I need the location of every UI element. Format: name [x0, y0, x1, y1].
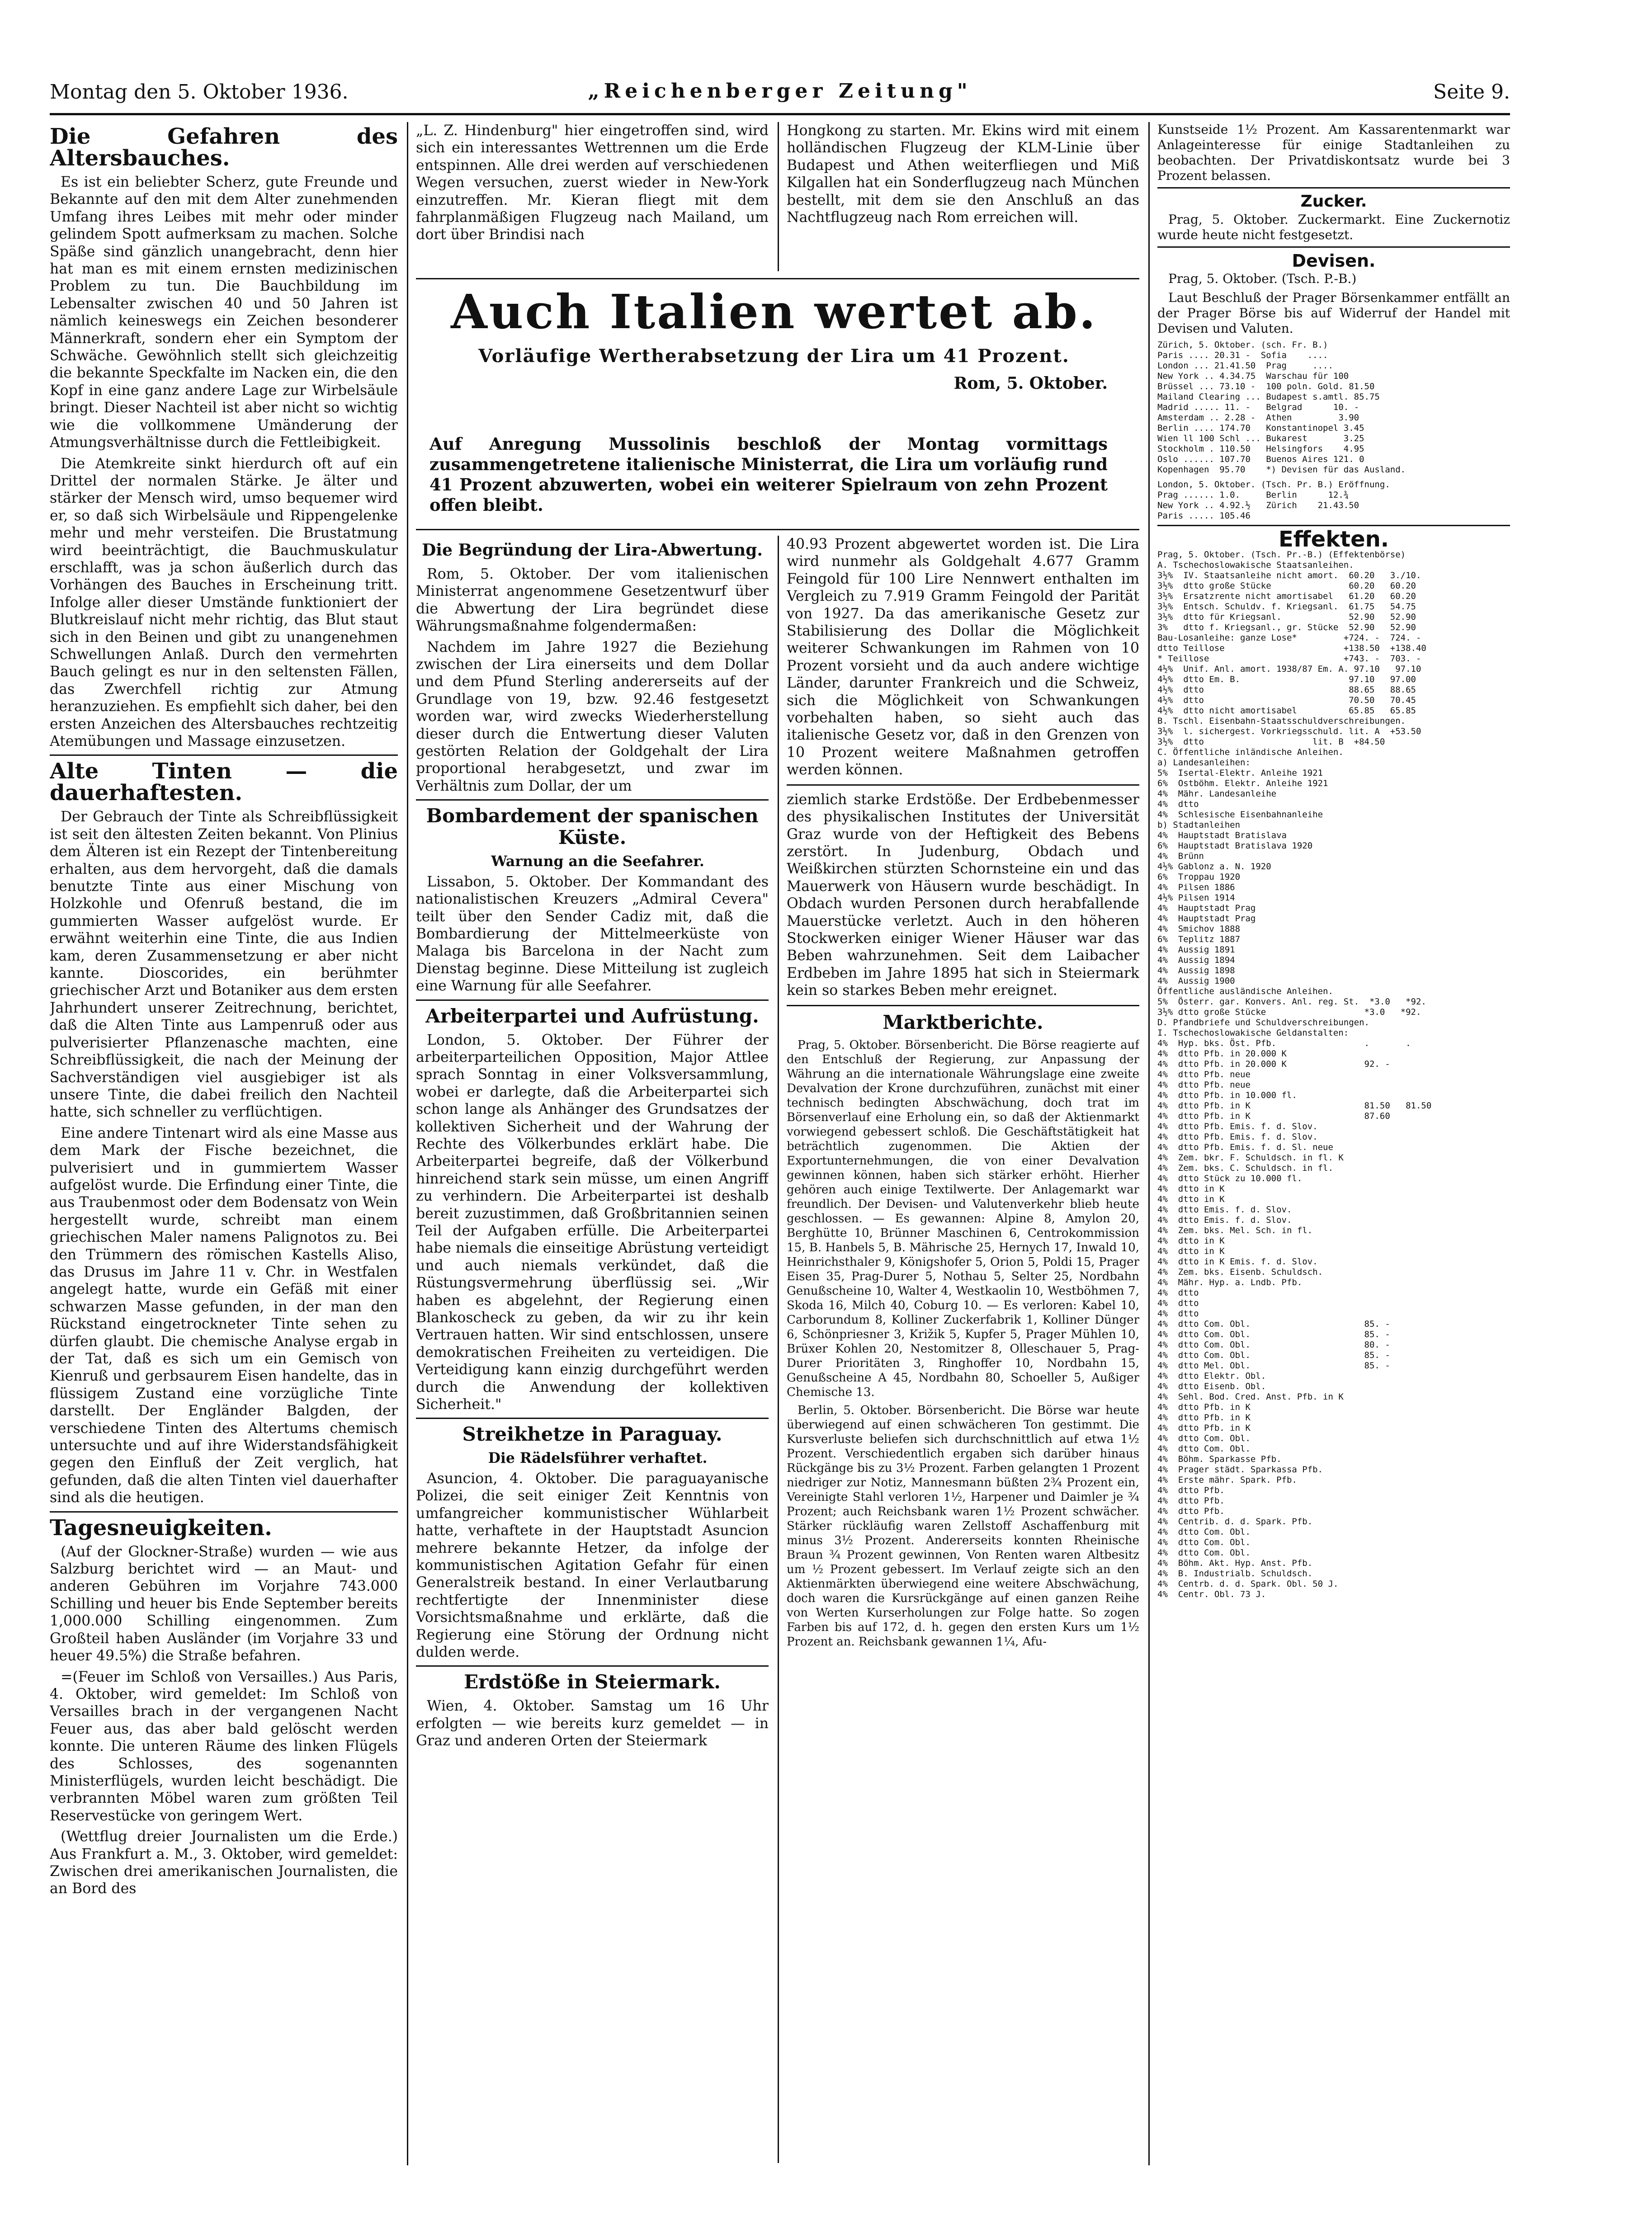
column-2-top	[416, 122, 769, 271]
paragraph: Der Gebrauch der Tinte als Schreibflüssigkeit ist seit den ältesten Zeiten bekannt. Von Plinius dem Älteren ist ein Rezept der Tintenbereitung erhalten, aus dem hervorgeht, daß die damals benutzte Tinte aus einer Mischung von Holzkohle und Ofenruß bestand, die im gummierten Wasser aufgelöst wurde. Er erwähnt weiterhin eine Tinte, die aus Indien kam, deren Zusammensetzung er aber nicht kannte. Dioscorides, ein berühmter griechischer Arzt und Botaniker aus dem ersten Jahrhundert unserer Zeitrechnung, berichtet, daß die Alten Tinte aus Lampenruß oder aus pulverisierter Pflanzenasche machten, eine Schreibflüssigkeit, die nach der Meinung der Sachverständigen viel ausgiebiger ist als unsere Tinte, die dabei freilich den Nachteil hatte, sich schneller zu verflüchtigen.	[50, 809, 398, 1121]
newspaper-name: „Reichenberger Zeitung"	[588, 80, 972, 103]
divider	[1157, 187, 1510, 189]
section-title-zucker: Zucker.	[1300, 192, 1367, 211]
paragraph: Hongkong zu starten. Mr. Ekins wird mit einem holländischen Flugzeug der KLM-Linie über Budapest und Athen weiterfliegen und Miß Kilgallen hat ein Sonderflugzeug nach München bestellt, mit dem sie den Anschluß an das Nachtflugzeug nach Rom erreichen will.	[787, 123, 1139, 226]
article-title-paraguay: Streikhetze in Paraguay.	[462, 1423, 722, 1446]
newspaper-page	[50, 77, 1510, 2165]
paragraph: Asuncion, 4. Oktober. Die paraguayanische Polizei, die seit einiger Zeit Kenntnis von umfangreicher kommunistischer Wühlarbeit hatte, verhaftete in der Hauptstadt Asuncion mehrere bekannte Hetzer, da infolge der kommunistischen Agitation Gefahr für einen Generalstreik bestand. In einer Verlautbarung rechtfertigte der Innenminister diese Vorsichtsmaßnahme und erklärte, daß die Regierung eine Störung der Ordnung nicht dulden werde.	[416, 1470, 769, 1660]
paragraph: Prag, 5. Oktober. Zuckermarkt. Eine Zuckernotiz wurde heute nicht festgesetzt.	[1157, 212, 1510, 242]
divider	[787, 784, 1139, 786]
column-3	[787, 536, 1139, 2163]
paragraph: Laut Beschluß der Prager Börsenkammer entfällt an der Prager Börse bis auf Widerruf der Handel mit Devisen und Valuten.	[1157, 290, 1510, 336]
column-2	[416, 536, 769, 2163]
article-subtitle: Die Rädelsführer verhaftet.	[488, 1450, 708, 1467]
article-subtitle: Warnung an die Seefahrer.	[491, 853, 704, 870]
main-headline-block	[430, 285, 1108, 393]
zurich-rates-table: Zürich, 5. Oktober. (sch. Fr. B.) Paris .... 20.31 - Sofia .... London ... 21.41.50 Prag .... New York .. 4.34.75 Warschau für 100 Brüssel ... 73.10 - 100 poln. Gold. 81.50 Mailand Clearing ... Budapest s.amtl. 85.75 Madrid ..... 11. - Belgrad 10. - Amsterdam .. 2.28 - Athen 3.90 Berlin .... 174.70 Konstantinopel 3.45 Wien ll 100 Schl ... Bukarest 3.25 Stockholm . 110.50 Helsingfors 4.95 Oslo ...... 107.70 Buenos Aires 121. 0 Kopenhagen 95.70 *) Devisen für das Ausland.	[1157, 340, 1406, 475]
divider	[416, 799, 769, 801]
lead-rule	[416, 529, 1139, 530]
paragraph: ziemlich starke Erdstöße. Der Erdbebenmesser des physikalischen Institutes der Universität Graz wurde von der Heftigkeit des Bebens zerstört. In Judenburg, Obdach und Weißkirchen stürzten Schornsteine ein und das Mauerwerk von Häusern wurde beschädigt. In Obdach wurden Personen durch herabfallende Mauerstücke verletzt. Auch in den höheren Stockwerken einiger Wiener Häuser war das Beben wahrzunehmen. Seit dem Laibacher Erdbeben im Jahre 1895 hat sich in Steiermark kein so starkes Beben mehr ereignet.	[787, 791, 1139, 999]
column-3-top	[787, 122, 1139, 271]
paragraph: Kunstseide 1½ Prozent. Am Kassarentenmarkt war Anlageinteresse für einige Stadtanleihen zu beobachten. Der Privatdiskontsatz wurde bei 3 Prozent belassen.	[1157, 122, 1510, 183]
article-title-lira: Die Begründung der Lira-Abwertung.	[422, 541, 763, 560]
paragraph: „L. Z. Hindenburg" hier eingetroffen sind, wird sich ein interessantes Wettrennen um die Erde entspinnen. Alle drei werden auf verschiedenen Wegen versuchen, zuerst wieder in New-York einzutreffen. Mr. Kieran fliegt mit dem fahrplanmäßigen Flugzeug nach Mailand, um dort über Brindisi nach	[416, 123, 769, 243]
paragraph: London, 5. Oktober. Der Führer der arbeiterparteilichen Opposition, Major Attlee sprach Sonntag in einer Volksversammlung, wobei er darlegte, daß die Arbeiterpartei sich schon lange als Anhänger des Grundsatzes der kollektiven Sicherheit und der Wahrung der Rechte des Völkerbundes erklärt habe. Die Arbeiterpartei begreife, daß der Völkerbund hinreichend stark sein müsse, um einen Angriff zu verhindern. Die Arbeiterpartei ist deshalb bereit zuzustimmen, daß Großbritannien seinen Teil der Aufgaben erfülle. Die Arbeiterpartei habe niemals die einseitige Abrüstung verteidigt und auch niemals verkündet, daß die Rüstungsvermehrung überflüssig sei. „Wir haben es abgelehnt, der Regierung einen Blankoscheck zu geben, da wir zu ihr kein Vertrauen hatten. Wir sind entschlossen, unsere demokratischen Freiheiten zu verteidigen. Die Verteidigung kann einzig durchgeführt werden durch die Anwendung der kollektiven Sicherheit."	[416, 1032, 769, 1413]
article-title-marktberichte: Marktberichte.	[883, 1011, 1043, 1033]
main-dateline: Rom, 5. Oktober.	[953, 374, 1108, 393]
column-rule	[778, 536, 779, 2163]
lead-paragraph: Auf Anregung Mussolinis beschloß der Montag vormittags zusammengetretene italienische Ministerrat, die Lira um vorläufig rund 41 Prozent abzuwerten, wobei ein weiterer Spielraum von zehn Prozent offen bleibt.	[430, 434, 1108, 515]
paragraph: Es ist ein beliebter Scherz, gute Freunde und Bekannte auf den mit dem Alter zunehmenden Umfang ihres Leibes mit mehr oder minder gelindem Spott aufmerksam zu machen. Solche Späße sind gänzlich unangebracht, denn hier hat man es mit einem ernsten medizinischen Problem zu tun. Die Bauchbildung im Lebensalter zwischen 40 und 50 Jahren ist nämlich keineswegs ein Zeichen besonderer Männerkraft, sondern eher ein Symptom der Schwäche. Gewöhnlich stellt sich gleichzeitig die bekannte Speckfalte im Nacken ein, die den Kopf in eine ganz andere Lage zur Wirbelsäule bringt. Dieser Nachteil ist aber nicht so wichtig wie die vollkommene Umänderung der Atmungsverhältnisse durch die Fettleibigkeit.	[50, 174, 398, 451]
page-header	[50, 77, 1510, 108]
divider	[1157, 246, 1510, 248]
effekten-table: Prag, 5. Oktober. (Tsch. Pr.-B.) (Effektenbörse) A. Tschechoslowakische Staatsanleihen. 3½% IV. Staatsanleihe nicht amort. 60.20 3./10. 3½% dtto große Stücke 60.20 60.20 3½% Ersatzrente nicht amortisabel 61.20 60.20 3½% Entsch. Schuldv. f. Kriegsanl. 61.75 54.75 3½% dtto für Kriegsanl. 52.90 52.90 3% dtto f. Kriegsanl., gr. Stücke 52.90 52.90 Bau-Losanleihe: ganze Lose* +724. - 724. - dtto Teillose +138.50 +138.40 * Teillose +743. - 703. - 4½% Unif. Anl. amort. 1938/87 Em. A. 97.10 97.10 4½% dtto Em. B. 97.10 97.00 4½% dtto 88.65 88.65 4½% dtto 70.50 70.45 4½% dtto nicht amortisabel 65.85 65.85 B. Tschl. Eisenbahn-Staatsschuldverschreibungen. 3½% l. sichergest. Vorkriegsschuld. lit. A +53.50 3½% dtto lit. B +84.50 C. Öffentliche inländische Anleihen. a) Landesanleihen: 5% Isertal-Elektr. Anleihe 1921 6% Ostböhm. Elektr. Anleihe 1921 4% Mähr. Landesanleihe 4% dtto 4% Schlesische Eisenbahnanleihe b) Stadtanleihen 4% Hauptstadt Bratislava 6% Hauptstadt Bratislava 1920 4% Brünn 4½% Gablonz a. N. 1920 6% Troppau 1920 4% Pilsen 1886 4½% Pilsen 1914 4% Hauptstadt Prag 4% Hauptstadt Prag 4% Smichov 1888 6% Teplitz 1887 4% Aussig 1891 4% Aussig 1894 4% Aussig 1898 4% Aussig 1900 Öffentliche ausländische Anleihen. 5% Österr. gar. Konvers. Anl. reg. St. *3.0 *92. 3½% dtto große Stücke *3.0 *92. D. Pfandbriefe und Schuldverschreibungen. I. Tschechoslowakische Geldanstalten: 4% Hyp. bks. Öst. Pfb. . . 4% dtto Pfb. in 20.000 K 4% dtto Pfb. in 20.000 K 92. - 4% dtto Pfb. neue 4% dtto Pfb. neue 4% dtto Pfb. in 10.000 fl. 4% dtto Pfb. in K 81.50 81.50 4% dtto Pfb. in K 87.60 4% dtto Pfb. Emis. f. d. Slov. 4% dtto Pfb. Emis. f. d. Slov. 4% dtto Pfb. Emis. f. d. Sl. neue 4% Zem. bkr. F. Schuldsch. in fl. K 4% Zem. bks. C. Schuldsch. in fl. 4% dtto Stück zu 10.000 fl. 4% dtto in K 4% dtto in K 4% dtto Emis. f. d. Slov. 4% dtto Emis. f. d. Slov. 4% Zem. bks. Mel. Sch. in fl. 4% dtto in K 4% dtto in K 4% dtto in K Emis. f. d. Slov. 4% Zem. bks. Eisenb. Schuldsch. 4% Mähr. Hyp. a. Lndb. Pfb. 4% dtto 4% dtto 4% dtto 4% dtto Com. Obl. 85. - 4% dtto Com. Obl. 85. - 4% dtto Com. Obl. 80. - 4% dtto Com. Obl. 85. - 4% dtto Mel. Obl. 85. - 4% dtto Elektr. Obl. 4% dtto Eisenb. Obl. 4% Sehl. Bod. Cred. Anst. Pfb. in K 4% dtto Pfb. in K 4% dtto Pfb. in K 4% dtto Pfb. in K 4% dtto Com. Obl. 4% dtto Com. Obl. 4% Böhm. Sparkasse Pfb. 4% Prager städt. Sparkassa Pfb. 4% Erste mähr. Spark. Pfb. 4% dtto Pfb. 4% dtto Pfb. 4% dtto Pfb. 4% Centrib. d. d. Spark. Pfb. 4% dtto Com. Obl. 4% dtto Com. Obl. 4% dtto Com. Obl. 4% Böhm. Akt. Hyp. Anst. Pfb. 4% B. Industrialb. Schuldsch. 4% Centrb. d. d. Spark. Obl. 50 J. 4% Centr. Obl. 73 J.	[1157, 550, 1432, 1599]
divider	[416, 1665, 769, 1667]
paragraph: Rom, 5. Oktober. Der vom italienischen Ministerrat angenommene Gesetzentwurf über die Abwertung der Lira begründet diese Währungsmaßnahme folgendermaßen:	[416, 566, 769, 635]
paragraph: Eine andere Tintenart wird als eine Masse aus dem Mark der Fische bezeichnet, die pulverisiert und in gummiertem Wasser aufgelöst wurde. Die Erfindung einer Tinte, die aus Traubenmost oder dem Bodensatz von Wein hergestellt wurde, schreibt man einem griechischen Maler namens Palignotos zu. Bei den Trümmern des römischen Kastells Aliso, das Drusus im Jahre 11 v. Chr. in Westfalen angelegt hatte, wurde ein Gefäß mit einer schwarzen Masse gefunden, in der man den Rückstand eingetrockneter Tinte sehen zu dürfen glaubt. Die chemische Analyse ergab in der Tat, daß es sich um ein Gemisch von Kienruß und gerbsaurem Eisen handelte, das in flüssigem Zustand eine vorzügliche Tinte darstellt. Der Engländer Balgden, der verschiedene Tinten des Altertums chemisch untersuchte und auf ihre Widerstandsfähigkeit gegen den Einfluß der Zeit verglich, hat gefunden, daß die alten Tinten viel dauerhafter sind als die heutigen.	[50, 1125, 398, 1506]
divider	[787, 1005, 1139, 1006]
paragraph: (Wettflug dreier Journalisten um die Erde.) Aus Frankfurt a. M., 3. Oktober, wird gemeldet: Zwischen drei amerikanischen Journalisten, die an Bord des	[50, 1829, 398, 1897]
article-title-altersbauch: Die Gefahren des Altersbauches.	[50, 124, 398, 171]
banner-rule	[416, 278, 1139, 279]
london-rates-table: London, 5. Oktober. (Tsch. Pr. B.) Eröffnung. Prag ...... 1.0. Berlin 12.¾ New York .. 4.92.½ Zürich 21.43.50 Paris ..... 105.46	[1157, 480, 1390, 521]
column-rule	[1148, 122, 1150, 2165]
paragraph: 40.93 Prozent abgewertet worden ist. Die Lira wird nunmehr als Goldgehalt 4.677 Gramm Feingold für 100 Lire Nennwert enthalten im Vergleich zu 7.919 Gramm Feingold der Parität von 1927. Da das amerikanische Gesetz zur Stabilisierung des Dollar die Möglichkeit weiterer Schwankungen im Rahmen von 10 Prozent vorsieht und da auch andere wichtige Länder, darunter Frankreich und die Schweiz, sich die Möglichkeit von Schwankungen vorbehalten haben, so sieht auch das italienische Gesetz vor, daß in den Grenzen von 10 Prozent weitere Maßnahmen getroffen werden können.	[787, 536, 1139, 778]
article-title-tinten: Alte Tinten — die dauerhaftesten.	[50, 759, 398, 806]
divider	[50, 1511, 398, 1513]
column-rule	[407, 122, 408, 2165]
paragraph: Nachdem im Jahre 1927 die Beziehung zwischen der Lira einerseits und dem Dollar und dem Pfund Sterling andererseits auf der Grundlage von 19, bzw. 92.46 festgesetzt worden war, wird zwecks Wiederherstellung dieser durch die Entwertung dieser Valuten gestörten Relation der Goldgehalt der Lira proportional herabgesetzt, und zwar im Verhältnis zum Dollar, der um	[416, 639, 769, 794]
article-title-tagesneuigkeiten: Tagesneuigkeiten.	[50, 1515, 272, 1541]
paragraph: Prag, 5. Oktober. Börsenbericht. Die Börse reagierte auf den Entschluß der Regierung, zur Anpassung der Währung an die internationale Währungslage eine zweite Devalvation der Krone durchzuführen, zunächst mit einer technisch bedingten Abschwächung, doch trat im Börsenverlauf eine Erholung ein, so daß der Aktienmarkt vorwiegend gebessert schloß. Die Geschäftstätigkeit hat beträchtlich zugenommen. Die Aktien der Exportunternehmungen, die von einer Devalvation gewinnen können, haben sich stärker erhöht. Hierher gehören auch einige Textilwerte. Der Anlagemarkt war freundlich. Der Devisen- und Valutenverkehr blieb heute geschlossen. — Es gewannen: Alpine 8, Amylon 20, Berghütte 10, Brünner Maschinen 6, Centrokommission 15, B. Hanbels 5, B. Mährische 25, Hernych 17, Inwald 10, Heinrichsthaler 9, Königshofer 5, Orion 5, Poldi 15, Prager Eisen 35, Prag-Durer 5, Nothau 5, Selter 25, Nordbahn Genußscheine 10, Walter 4, Westkaolin 10, Westböhmen 7, Skoda 16, Milch 40, Coburg 10. — Es verloren: Kabel 10, Carborundum 8, Kolliner Zuckerfabrik 1, Kolliner Dünger 6, Schönpriesner 3, Križik 5, Kupfer 5, Prager Mühlen 10, Brüxer Kohlen 20, Nestomitzer 8, Olleschauer 5, Prag-Durer Prioritäten 3, Ringhoffer 10, Nordbahn 15, Genußscheine A 45, Nordbahn 80, Schoeller 5, Außiger Chemische 13.	[787, 1038, 1139, 1399]
paragraph: Die Atemkreite sinkt hierdurch oft auf ein Drittel der normalen Stärke. Je älter und stärker der Mensch wird, umso bequemer wird er, so daß sich Wirbelsäule und Rippengelenke mehr und mehr versteifen. Die Brustatmung wird beeinträchtigt, die Bauchmuskulatur erschlafft, was ja schon äußerlich durch das Vorhängen des Bauches in Erscheinung tritt. Infolge aller dieser Umstände funktioniert der Blutkreislauf nicht mehr richtig, das Blut staut sich in den Beinen und gibt zu unangenehmen Schwellungen Anlaß. Durch den vermehrten Bauch gelingt es nur in den seltensten Fällen, das Zwerchfell richtig zur Atmung heranzuziehen. Es empfiehlt sich daher, bei den ersten Anzeichen des Altersbauches rechtzeitig Atemübungen und Massage einzusetzen.	[50, 455, 398, 749]
section-title-effekten: Effekten.	[1278, 527, 1389, 552]
column-1	[50, 122, 398, 2165]
page-number: Seite 9.	[1433, 80, 1510, 104]
paragraph: Berlin, 5. Oktober. Börsenbericht. Die Börse war heute überwiegend auf einen schwächeren Ton gestimmt. Die Kursverluste beliefen sich durchschnittlich auf etwa 1½ Prozent. Verschiedentlich ergaben sich darüber hinaus Rückgänge bis zu 3½ Prozent. Farben gelangten 1 Prozent niedriger zur Notiz, Mannesmann büßten 2¾ Prozent ein, Vereinigte Stahl verloren 1½, Harpener und Daimler je ¾ Prozent; auch Reichsbank waren 1½ Prozent schwächer. Stärker rückläufig waren Zellstoff Aschaffenburg mit minus 3½ Prozent. Andererseits konnten Rheinische Braun ¾ Prozent gewinnen, Von Renten waren Altbesitz um ½ Prozent gebessert. Im Verlauf zeigte sich an den Aktienmärkten überwiegend eine weitere Abschwächung, doch waren die Kursrückgänge auf einen ganzen Reihe von Werten Kurserholungen zur Folge hatte. So zogen Farben bis auf 172, d. h. gegen den ersten Kurs um 1½ Prozent an. Reichsbank gewannen 1¼, Afu-	[787, 1403, 1139, 1649]
header-rule	[50, 113, 1510, 115]
paragraph: =(Feuer im Schloß von Versailles.) Aus Paris, 4. Oktober, wird gemeldet: Im Schloß von Versailles brach in der vergangenen Nacht Feuer aus, das aber bald gelöscht werden konnte. Die unteren Räume des linken Flügels des Schlosses, des sogenannten Ministerflügels, wurden leicht beschädigt. Die verbrannten Möbel waren zum größten Teil Reservestücke von geringem Wert.	[50, 1669, 398, 1824]
article-title-bombardement: Bombardement der spanischen Küste.	[426, 805, 759, 849]
divider	[1157, 525, 1510, 526]
divider	[416, 999, 769, 1001]
main-subheadline: Vorläufige Wertherabsetzung der Lira um 41 Prozent.	[478, 345, 1070, 367]
column-rule	[778, 122, 779, 271]
divider	[416, 1418, 769, 1419]
paragraph: (Auf der Glockner-Straße) wurden — wie aus Salzburg berichtet wird — an Maut- und anderen Gebühren im Vorjahre 743.000 Schilling und heuer bis Ende September bereits 1,000.000 Schilling eingenommen. Zum Großteil haben Ausländer (im Vorjahre 33 und heuer 49.5%) die Straße befahren.	[50, 1543, 398, 1664]
article-title-arbeiterpartei: Arbeiterpartei und Aufrüstung.	[425, 1004, 759, 1027]
column-4	[1157, 122, 1510, 2165]
paragraph: Wien, 4. Oktober. Samstag um 16 Uhr erfolgten — wie bereits kurz gemeldet — in Graz und anderen Orten der Steiermark	[416, 1698, 769, 1749]
divider	[50, 754, 398, 756]
paragraph: Lissabon, 5. Oktober. Der Kommandant des nationalistischen Kreuzers „Admiral Cevera" teilt über den Sender Cadiz mit, daß die Bombardierung der Mittelmeerküste von Malaga bis Barcelona in der Nacht zum Dienstag beginne. Diese Mitteilung ist zugleich eine Warnung für alle Seefahrer.	[416, 873, 769, 995]
issue-date: Montag den 5. Oktober 1936.	[50, 80, 349, 104]
section-title-devisen: Devisen.	[1292, 251, 1376, 271]
paragraph: Prag, 5. Oktober. (Tsch. P.-B.)	[1168, 271, 1357, 286]
main-headline: Auch Italien wertet ab.	[451, 284, 1097, 339]
article-title-erdstoesse: Erdstöße in Steiermark.	[464, 1671, 721, 1693]
